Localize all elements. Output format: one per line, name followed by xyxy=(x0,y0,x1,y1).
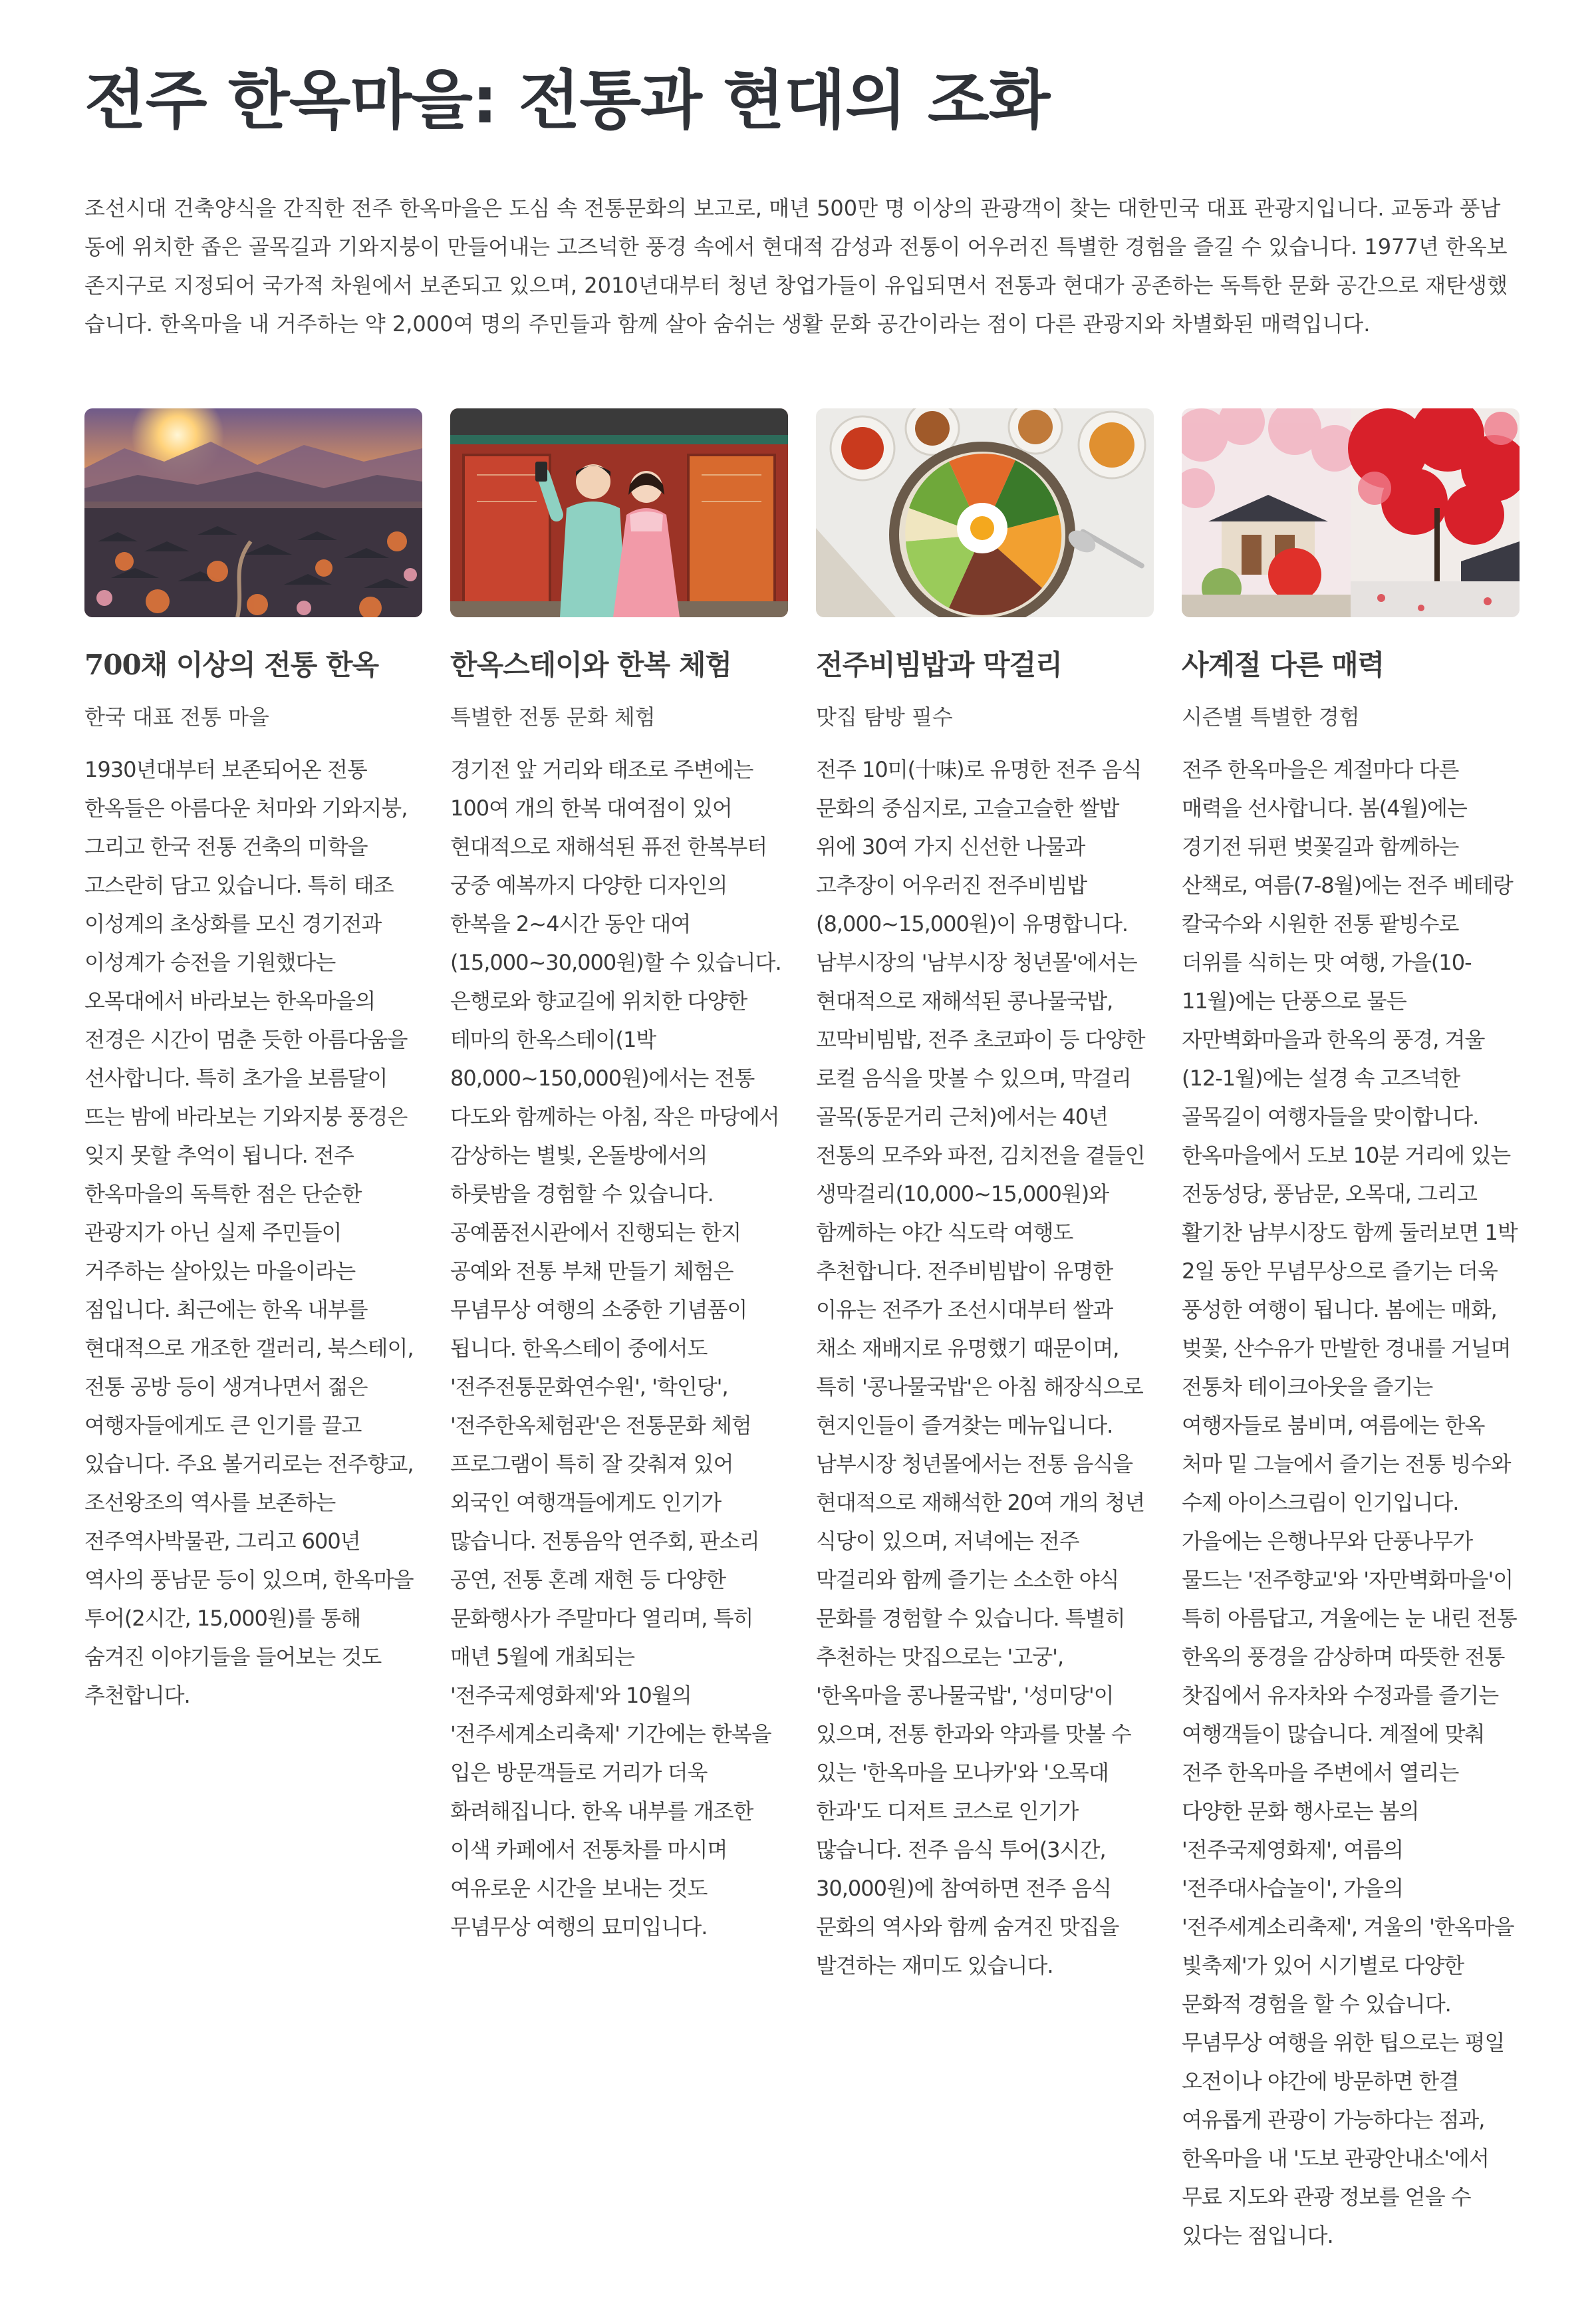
intro-paragraph: 조선시대 건축양식을 간직한 전주 한옥마을은 도심 속 전통문화의 보고로, 매년 500만 명 이상의 관광객이 찾는 대한민국 대표 관광지입니다. 교동과 풍남동에 위치한 좁은 골목길과 기와지붕이 만들어내는 고즈넉한 풍경 속에서 현대적 감성과 전통이 어우러진 특별한 경험을 즐길 수 있습니다. 1977년 한옥보존지구로 지정되어 국가적 차원에서 보존되고 있으며, 2010년대부터 청년 창업가들이 유입되면서 전통과 현대가 공존하는 독특한 문화 공간으로 재탄생했습니다. 한옥마을 내 거주하는 약 2,000여 명의 주민들과 함께 살아 숨쉬는 생활 문화 공간이라는 점이 다른 관광지와 차별화된 매력입니다. xyxy=(84,196,1508,337)
card-body: 경기전 앞 거리와 태조로 주변에는 100여 개의 한복 대여점이 있어 현대적으로 재해석된 퓨전 한복부터 궁중 예복까지 다양한 디자인의 한복을 2~4시간 동안 대여(15,000~30,000원)할 수 있습니다. 은행로와 향교길에 위치한 다양한 테마의 한옥스테이(1박 80,000~150,000원)에서는 전통 다도와 함께하는 아침, 작은 마당에서 감상하는 별빛, 온돌방에서의 하룻밤을 경험할 수 있습니다. 공예품전시관에서 진행되는 한지 공예와 전통 부채 만들기 체험은 무념무상 여행의 소중한 기념품이 됩니다. 한옥스테이 중에서도 '전주전통문화연수원', '학인당', '전주한옥체험관'은 전통문화 체험 프로그램이 특히 잘 갖춰져 있어 외국인 여행객들에게도 인기가 많습니다. 전통음악 연주회, 판소리 공연, 전통 혼례 재현 등 다양한 문화행사가 주말마다 열리며, 특히 매년 5월에 개최되는 '전주국제영화제'와 10월의 '전주세계소리축제' 기간에는 한복을 입은 방문객들로 거리가 더욱 화려해집니다. 한옥 내부를 개조한 이색 카페에서 전통차를 마시며 여유로운 시간을 보내는 것도 무념무상 여행의 묘미입니다. xyxy=(450,757,781,1940)
bibimbap-photo xyxy=(816,408,1154,617)
card-hanok-stay xyxy=(450,408,788,1946)
card-subtitle: 특별한 전통 문화 체험 xyxy=(450,704,656,730)
card-bibimbap xyxy=(816,408,1154,1985)
card-title: 700채 이상의 전통 한옥 xyxy=(84,649,379,681)
seasons-photo xyxy=(1182,408,1520,617)
hanbok-couple-photo xyxy=(450,408,788,617)
card-title: 전주비빔밥과 막걸리 xyxy=(816,649,1062,681)
page-title: 전주 한옥마을: 전통과 현대의 조화 xyxy=(84,63,1050,138)
card-body: 전주 한옥마을은 계절마다 다른 매력을 선사합니다. 봄(4월)에는 경기전 뒤편 벚꽃길과 함께하는 산책로, 여름(7-8월)에는 전주 베테랑 칼국수와 시원한 전통 팥빙수로 더위를 식히는 맛 여행, 가을(10-11월)에는 단풍으로 물든 자만벽화마을과 한옥의 풍경, 겨울(12-1월)에는 설경 속 고즈넉한 골목길이 여행자들을 맞이합니다. 한옥마을에서 도보 10분 거리에 있는 전동성당, 풍남문, 오목대, 그리고 활기찬 남부시장도 함께 둘러보면 1박 2일 동안 무념무상으로 즐기는 더욱 풍성한 여행이 됩니다. 봄에는 매화, 벚꽃, 산수유가 만발한 경내를 거닐며 전통차 테이크아웃을 즐기는 여행자들로 붐비며, 여름에는 한옥 처마 밑 그늘에서 즐기는 전통 빙수와 수제 아이스크림이 인기입니다. 가을에는 은행나무와 단풍나무가 물드는 '전주향교'와 '자만벽화마을'이 특히 아름답고, 겨울에는 눈 내린 전통 한옥의 풍경을 감상하며 따뜻한 전통 찻집에서 유자차와 수정과를 즐기는 여행객들이 많습니다. 계절에 맞춰 전주 한옥마을 주변에서 열리는 다양한 문화 행사로는 봄의 '전주국제영화제', 여름의 '전주대사습놀이', 가을의 '전주세계소리축제', 겨울의 '한옥마을 빛축제'가 있어 시기별로 다양한 문화적 경험을 할 수 있습니다. 무념무상 여행을 위한 팁으로는 평일 오전이나 야간에 방문하면 한결 여유롭게 관광이 가능하다는 점과, 한옥마을 내 '도보 관광안내소'에서 무료 지도와 관광 정보를 얻을 수 있다는 점입니다. xyxy=(1182,757,1518,2248)
card-subtitle: 시즌별 특별한 경험 xyxy=(1182,704,1360,730)
card-four-seasons xyxy=(1182,408,1520,2255)
card-body: 전주 10미(十味)로 유명한 전주 음식 문화의 중심지로, 고슬고슬한 쌀밥 위에 30여 가지 신선한 나물과 고추장이 어우러진 전주비빔밥(8,000~15,000원)이 유명합니다. 남부시장의 '남부시장 청년몰'에서는 현대적으로 재해석된 콩나물국밥, 꼬막비빔밥, 전주 초코파이 등 다양한 로컬 음식을 맛볼 수 있으며, 막걸리 골목(동문거리 근처)에서는 40년 전통의 모주와 파전, 김치전을 곁들인 생막걸리(10,000~15,000원)와 함께하는 야간 식도락 여행도 추천합니다. 전주비빔밥이 유명한 이유는 전주가 조선시대부터 쌀과 채소 재배지로 유명했기 때문이며, 특히 '콩나물국밥'은 아침 해장식으로 현지인들이 즐겨찾는 메뉴입니다. 남부시장 청년몰에서는 전통 음식을 현대적으로 재해석한 20여 개의 청년 식당이 있으며, 저녁에는 전주 막걸리와 함께 즐기는 소소한 야식 문화를 경험할 수 있습니다. 특별히 추천하는 맛집으로는 '고궁', '한옥마을 콩나물국밥', '성미당'이 있으며, 전통 한과와 약과를 맛볼 수 있는 '한옥마을 모나카'와 '오목대 한과'도 디저트 코스로 인기가 많습니다. 전주 음식 투어(3시간, 30,000원)에 참여하면 전주 음식 문화의 역사와 함께 숨겨진 맛집을 발견하는 재미도 있습니다. xyxy=(816,757,1145,1978)
card-traditional-hanok xyxy=(84,408,422,1715)
card-body: 1930년대부터 보존되어온 전통 한옥들은 아름다운 처마와 기와지붕, 그리고 한국 전통 건축의 미학을 고스란히 담고 있습니다. 특히 태조 이성계의 초상화를 모신 경기전과 이성계가 승전을 기원했다는 오목대에서 바라보는 한옥마을의 전경은 시간이 멈춘 듯한 아름다움을 선사합니다. 특히 초가을 보름달이 뜨는 밤에 바라보는 기와지붕 풍경은 잊지 못할 추억이 됩니다. 전주 한옥마을의 독특한 점은 단순한 관광지가 아닌 실제 주민들이 거주하는 살아있는 마을이라는 점입니다. 최근에는 한옥 내부를 현대적으로 개조한 갤러리, 북스테이, 전통 공방 등이 생겨나면서 젊은 여행자들에게도 큰 인기를 끌고 있습니다. 주요 볼거리로는 전주향교, 조선왕조의 역사를 보존하는 전주역사박물관, 그리고 600년 역사의 풍남문 등이 있으며, 한옥마을 투어(2시간, 15,000원)를 통해 숨겨진 이야기들을 들어보는 것도 추천합니다. xyxy=(84,757,414,1708)
card-title: 사계절 다른 매력 xyxy=(1182,649,1385,681)
card-subtitle: 맛집 탐방 필수 xyxy=(816,704,953,730)
card-subtitle: 한국 대표 전통 마을 xyxy=(84,704,269,730)
card-title: 한옥스테이와 한복 체험 xyxy=(450,649,732,681)
village-sunset-photo xyxy=(84,408,422,617)
